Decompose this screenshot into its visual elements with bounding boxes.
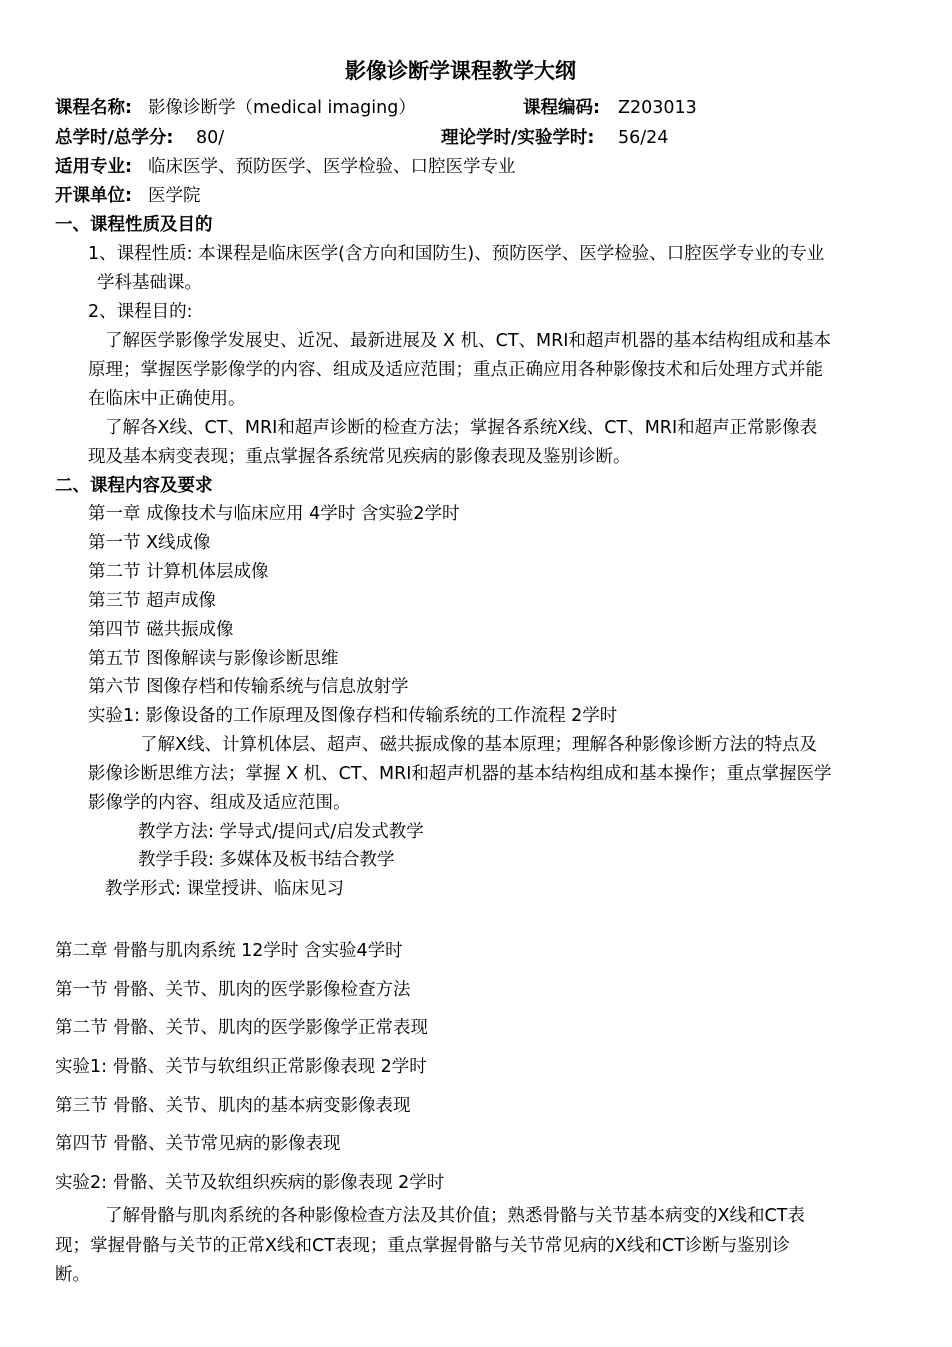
majors-label: 适用专业: [55, 157, 132, 177]
chapter2-desc-line-2: 现；掌握骨骼与关节的正常X线和CT表现；重点掌握骨骼与关节常见病的X线和CT诊断与鉴别诊 [55, 1236, 790, 1256]
purpose-p1-line-1: 了解医学影像学发展史、近况、最新进展及 X 机、CT、MRI和超声机器的基本结构组成和基本 [105, 331, 831, 351]
chapter1-section-1: 第一节 X线成像 [88, 533, 211, 553]
chapter1-section-2: 第二节 计算机体层成像 [88, 562, 269, 582]
chapter1-desc-line-1: 了解X线、计算机体层、超声、磁共振成像的基本原理；理解各种影像诊断方法的特点及 [140, 735, 817, 755]
theory-lab-label: 理论学时/实验学时: [441, 128, 595, 148]
purpose-p1-line-2: 原理；掌握医学影像学的内容、组成及适应范围；重点正确应用各种影像技术和后处理方式并能 [88, 360, 823, 380]
document-title: 影像诊断学课程教学大纲 [345, 59, 576, 83]
purpose-label: 2、课程目的: [88, 302, 193, 322]
chapter2-lab-2: 实验2: 骨骼、关节及软组织疾病的影像表现 2学时 [55, 1173, 445, 1193]
section2-heading: 二、课程内容及要求 [55, 476, 213, 496]
chapter2-section-2: 第二节 骨骼、关节、肌肉的医学影像学正常表现 [55, 1018, 429, 1038]
nature-line-1: 1、课程性质: 本课程是临床医学(含方向和国防生)、预防医学、医学检验、口腔医学专业的专业 [88, 244, 825, 264]
chapter1-section-3: 第三节 超声成像 [88, 591, 217, 611]
nature-line-2: 学科基础课。 [97, 273, 202, 293]
chapter1-teaching-means: 教学手段: 多媒体及板书结合教学 [138, 850, 395, 870]
chapter2-section-4: 第四节 骨骼、关节常见病的影像表现 [55, 1134, 341, 1154]
dept-value: 医学院 [148, 186, 201, 206]
course-code-value: Z203013 [618, 98, 697, 118]
purpose-p2-line-1: 了解各X线、CT、MRI和超声诊断的检查方法；掌握各系统X线、CT、MRI和超声正常影像表 [105, 418, 818, 438]
chapter1-section-5: 第五节 图像解读与影像诊断思维 [88, 649, 339, 669]
chapter2-desc-line-1: 了解骨骼与肌肉系统的各种影像检查方法及其价值；熟悉骨骼与关节基本病变的X线和CT表 [105, 1206, 805, 1226]
purpose-p1-line-3: 在临床中正确使用。 [88, 389, 246, 409]
chapter1-section-6: 第六节 图像存档和传输系统与信息放射学 [88, 677, 409, 697]
course-name-label: 课程名称: [55, 98, 132, 118]
course-name-value: 影像诊断学（medical imaging） [148, 98, 416, 118]
chapter1-teaching-form: 教学形式: 课堂授讲、临床见习 [105, 879, 344, 899]
chapter1-section-4: 第四节 磁共振成像 [88, 620, 234, 640]
chapter2-title: 第二章 骨骼与肌肉系统 12学时 含实验4学时 [55, 941, 403, 961]
section1-heading: 一、课程性质及目的 [55, 215, 213, 235]
chapter1-lab-1: 实验1: 影像设备的工作原理及图像存档和传输系统的工作流程 2学时 [88, 706, 618, 726]
chapter1-desc-line-2: 影像诊断思维方法；掌握 X 机、CT、MRI和超声机器的基本结构组成和基本操作；重点掌握医学 [88, 764, 832, 784]
total-hours-value: 80/ [196, 128, 225, 148]
chapter1-title: 第一章 成像技术与临床应用 4学时 含实验2学时 [88, 504, 460, 524]
chapter1-desc-line-3: 影像学的内容、组成及适应范围。 [88, 793, 351, 813]
chapter1-teaching-method: 教学方法: 学导式/提问式/启发式教学 [138, 822, 424, 842]
total-hours-label: 总学时/总学分: [55, 128, 174, 148]
chapter2-desc-line-3: 断。 [55, 1265, 90, 1285]
theory-lab-value: 56/24 [618, 128, 669, 148]
dept-label: 开课单位: [55, 186, 132, 206]
chapter2-section-3: 第三节 骨骼、关节、肌肉的基本病变影像表现 [55, 1096, 411, 1116]
chapter2-section-1: 第一节 骨骼、关节、肌肉的医学影像检查方法 [55, 980, 411, 1000]
majors-value: 临床医学、预防医学、医学检验、口腔医学专业 [148, 157, 516, 177]
course-code-label: 课程编码: [523, 98, 600, 118]
chapter2-lab-1: 实验1: 骨骼、关节与软组织正常影像表现 2学时 [55, 1057, 427, 1077]
purpose-p2-line-2: 现及基本病变表现；重点掌握各系统常见疾病的影像表现及鉴别诊断。 [88, 447, 631, 467]
